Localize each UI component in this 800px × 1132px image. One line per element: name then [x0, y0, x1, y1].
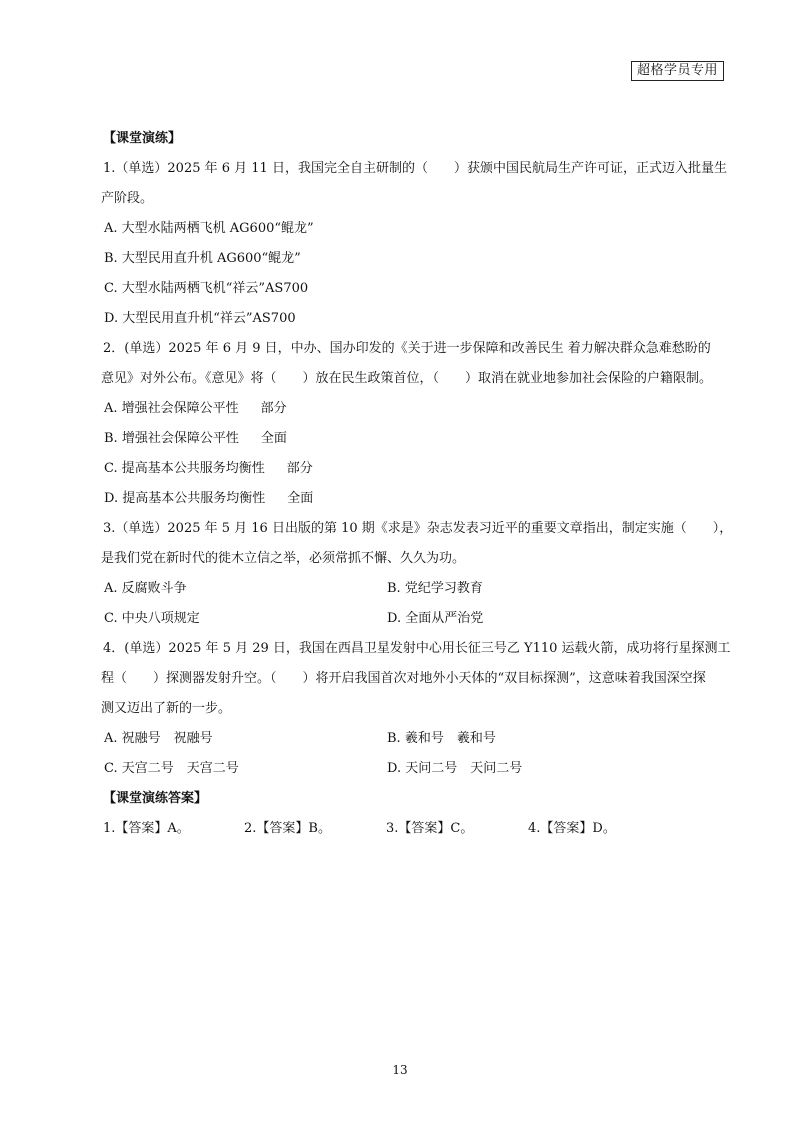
question-4-line-2: 程（ ）探测器发射升空。（ ）将开启我国首次对地外小天体的“双目标探测”，这意味着我国深空探: [101, 671, 706, 686]
practice-section-title: 【课堂演练】: [103, 131, 182, 146]
question-3-options-row-2: [101, 604, 725, 634]
question-3-option-b: B. 党纪学习教育: [387, 581, 483, 596]
answer-1: 1.【答案】A。: [103, 821, 190, 836]
question-3-line-1: 3.（单选）2025 年 5 月 16 日出版的第 10 期《求是》杂志发表习近平的重要文章指出，制定实施（ ），: [103, 521, 733, 536]
answer-3: 3.【答案】C。: [386, 821, 474, 836]
question-2-option-c-scope: 部分: [286, 461, 313, 476]
question-1-option-a: A. 大型水陆两栖飞机 AG600“鲲龙”: [104, 221, 314, 236]
question-2-option-b-scope: 全面: [260, 431, 287, 446]
question-2-option-d-text: D. 提高基本公共服务均衡性: [104, 491, 266, 506]
question-4-option-c: C. 天宫二号 天宫二号: [104, 761, 239, 776]
question-2-option-b: [101, 424, 725, 454]
question-4-options-row-2: [101, 754, 725, 784]
question-3-option-c: C. 中央八项规定: [104, 611, 200, 626]
question-4-options-row-1: [101, 724, 725, 754]
page-number: 13: [392, 1063, 408, 1077]
question-3-line-2: 是我们党在新时代的徙木立信之举，必须常抓不懈、久久为功。: [101, 551, 466, 566]
exclusive-use-stamp: 超格学员专用: [631, 61, 724, 81]
question-2-line-2: 意见》对外公布。《意见》将（ ）放在民生政策首位，（ ）取消在就业地参加社会保险的户籍限制。: [101, 371, 713, 386]
question-1-line-2: 产阶段。: [101, 191, 154, 206]
question-2-option-c: [101, 454, 725, 484]
question-4-line-1: 4．(单选）2025 年 5 月 29 日，我国在西昌卫星发射中心用长征三号乙 Y110 运载火箭，成功将行星探测工: [103, 641, 731, 656]
document-body: [101, 124, 733, 844]
question-3-option-a: A. 反腐败斗争: [104, 581, 187, 596]
question-3-options-row-1: [101, 574, 725, 604]
answers-row: [101, 814, 725, 844]
question-4-option-a: A. 祝融号 祝融号: [104, 731, 213, 746]
question-2-option-a-scope: 部分: [260, 401, 287, 416]
question-2-option-b-text: B. 增强社会保障公平性: [104, 431, 239, 446]
question-3-option-d: D. 全面从严治党: [387, 611, 484, 626]
answer-4: 4.【答案】D。: [528, 821, 616, 836]
question-4: [101, 634, 731, 784]
question-1-option-c: C. 大型水陆两栖飞机“祥云”AS700: [104, 281, 309, 296]
question-1-option-d: D. 大型民用直升机“祥云”AS700: [104, 311, 296, 326]
question-2: [101, 334, 725, 514]
question-4-option-d: D. 天问二号 天问二号: [387, 761, 523, 776]
question-1-line-1: 1.（单选）2025 年 6 月 11 日，我国完全自主研制的（ ）获颁中国民航局生产许可证，正式迈入批量生: [103, 161, 727, 176]
question-1: [101, 154, 725, 334]
question-2-option-d-scope: 全面: [287, 491, 314, 506]
answer-2: 2.【答案】B。: [244, 821, 331, 836]
question-4-line-3: 测又迈出了新的一步。: [101, 701, 232, 716]
question-2-option-a: [101, 394, 725, 424]
question-4-option-b: B. 羲和号 羲和号: [387, 731, 496, 746]
question-2-option-a-text: A. 增强社会保障公平性: [104, 401, 239, 416]
answers-section-title: 【课堂演练答案】: [103, 791, 208, 806]
question-2-line-1: 2．(单选）2025 年 6 月 9 日，中办、国办印发的《关于进一步保障和改善民生 着力解决群众急难愁盼的: [103, 341, 711, 356]
question-1-option-b: B. 大型民用直升机 AG600“鲲龙”: [104, 251, 301, 266]
question-2-option-c-text: C. 提高基本公共服务均衡性: [104, 461, 265, 476]
question-2-option-d: [101, 484, 725, 514]
question-3: [101, 514, 733, 634]
